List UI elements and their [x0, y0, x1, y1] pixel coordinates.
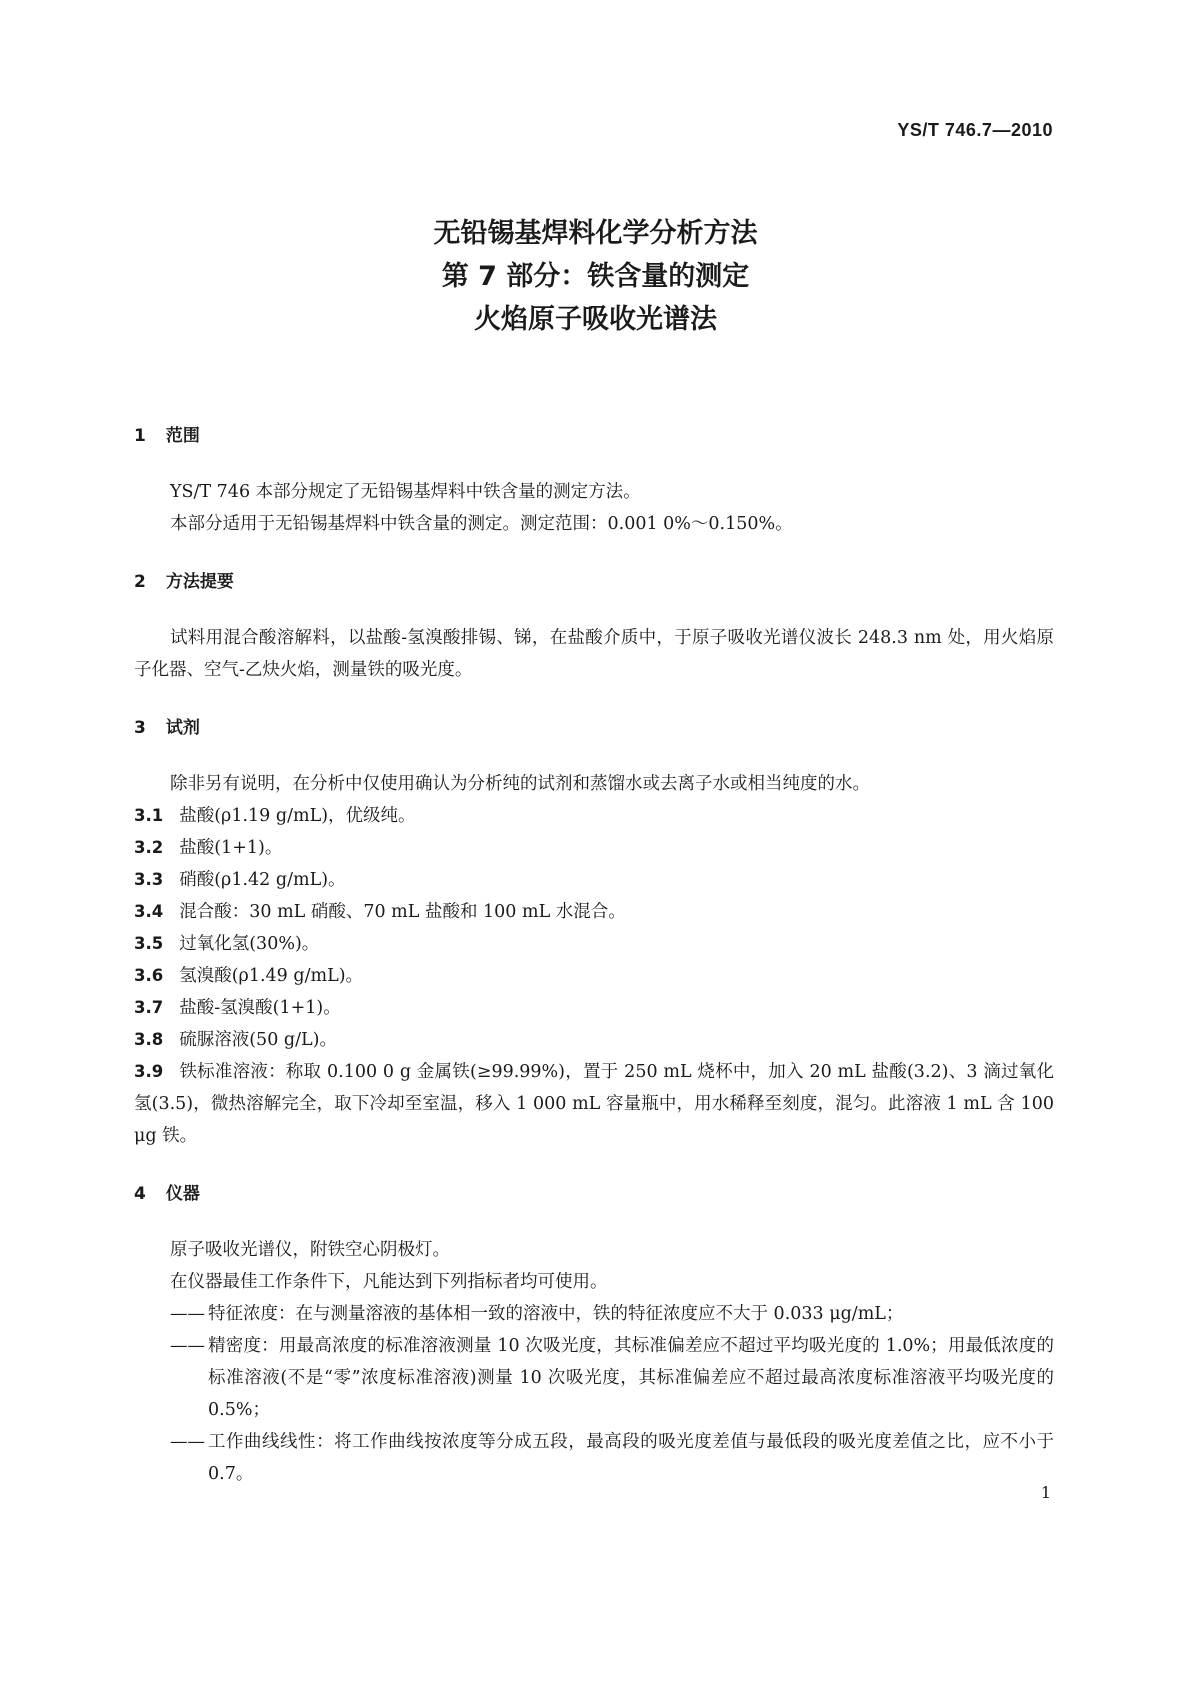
- dash-item-text: 特征浓度：在与测量溶液的基体相一致的溶液中，铁的特征浓度应不大于 0.033 μg/mL；: [208, 1304, 904, 1324]
- section-heading-apparatus: [134, 1178, 1054, 1210]
- item-text: 盐酸(1+1)。: [179, 838, 283, 858]
- list-item: [134, 960, 1054, 992]
- paragraph: 除非另有说明，在分析中仅使用确认为分析纯的试剂和蒸馏水或去离子水或相当纯度的水。: [170, 774, 870, 794]
- page-number: 1: [1040, 1483, 1051, 1502]
- section-title: 方法提要: [165, 572, 234, 592]
- title-line-3: 火焰原子吸收光谱法: [474, 304, 717, 335]
- section-heading-scope: [134, 420, 1054, 452]
- item-text: 铁标准溶液：称取 0.100 0 g 金属铁(≥99.99%)，置于 250 mL 烧杯中，加入 20 mL 盐酸(3.2)、3 滴过氧化氢(3.5)，微热溶解完全，取下冷却至室温，移入 1 000 mL 容量瓶中，用水稀释至刻度，混匀。此溶液 1 mL 含 100 μg 铁。: [134, 1062, 1054, 1146]
- dash-list-item: [170, 1330, 1054, 1426]
- dash-mark: ——: [170, 1336, 205, 1356]
- list-item: [134, 1056, 1054, 1152]
- list-item: [134, 832, 1054, 864]
- item-number: 3.8: [134, 1030, 164, 1049]
- dash-item-text: 精密度：用最高浓度的标准溶液测量 10 次吸光度，其标准偏差应不超过平均吸光度的 1.0%；用最低浓度的标准溶液(不是“零”浓度标准溶液)测量 10 次吸光度，其标准偏差应不超过最高浓度标准溶液平均吸光度的 0.5%；: [208, 1336, 1054, 1420]
- item-number: 3.2: [134, 838, 164, 857]
- dash-list-item: [170, 1298, 1054, 1330]
- dash-mark: ——: [170, 1304, 205, 1324]
- dash-mark: ——: [170, 1432, 205, 1452]
- item-text: 盐酸(ρ1.19 g/mL)，优级纯。: [179, 806, 416, 826]
- item-number: 3.3: [134, 870, 164, 889]
- section-title: 仪器: [165, 1184, 200, 1204]
- item-number: 3.6: [134, 966, 164, 985]
- section-heading-method: [134, 566, 1054, 598]
- section-number: 4: [134, 1184, 146, 1204]
- item-number: 3.1: [134, 806, 164, 825]
- section-number: 2: [134, 572, 146, 592]
- item-text: 硫脲溶液(50 g/L)。: [179, 1030, 337, 1050]
- section-number: 3: [134, 718, 146, 738]
- dash-item-text: 工作曲线线性：将工作曲线按浓度等分成五段，最高段的吸光度差值与最低段的吸光度差值之比，应不小于 0.7。: [208, 1432, 1054, 1484]
- item-number: 3.7: [134, 998, 164, 1017]
- document-body: [134, 420, 1054, 1490]
- item-text: 硝酸(ρ1.42 g/mL)。: [179, 870, 346, 890]
- title-line-1: 无铅锡基焊料化学分析方法: [433, 218, 758, 249]
- item-text: 氢溴酸(ρ1.49 g/mL)。: [179, 966, 364, 986]
- document-title: [0, 212, 1191, 341]
- section-title: 范围: [165, 426, 200, 446]
- paragraph: 在仪器最佳工作条件下，凡能达到下列指标者均可使用。: [170, 1272, 608, 1292]
- list-item: [134, 992, 1054, 1024]
- item-text: 过氧化氢(30%)。: [179, 934, 320, 954]
- paragraph: 试料用混合酸溶解料，以盐酸-氢溴酸排锡、锑，在盐酸介质中，于原子吸收光谱仪波长 248.3 nm 处，用火焰原子化器、空气-乙炔火焰，测量铁的吸光度。: [134, 628, 1054, 680]
- section-heading-reagents: [134, 712, 1054, 744]
- list-item: [134, 928, 1054, 960]
- item-number: 3.5: [134, 934, 164, 953]
- list-item: [134, 864, 1054, 896]
- item-text: 盐酸-氢溴酸(1+1)。: [179, 998, 341, 1018]
- title-line-2: 第 7 部分：铁含量的测定: [441, 261, 750, 292]
- list-item: [134, 1024, 1054, 1056]
- paragraph: 本部分适用于无铅锡基焊料中铁含量的测定。测定范围：0.001 0%～0.150%。: [170, 514, 793, 534]
- dash-list-item: [170, 1426, 1054, 1490]
- section-number: 1: [134, 426, 146, 446]
- list-item: [134, 896, 1054, 928]
- list-item: [134, 800, 1054, 832]
- section-title: 试剂: [165, 718, 200, 738]
- paragraph: 原子吸收光谱仪，附铁空心阴极灯。: [170, 1240, 450, 1260]
- standard-code: YS/T 746.7—2010: [897, 120, 1053, 140]
- item-number: 3.4: [134, 902, 164, 921]
- item-number: 3.9: [134, 1062, 164, 1081]
- item-text: 混合酸：30 mL 硝酸、70 mL 盐酸和 100 mL 水混合。: [179, 902, 626, 922]
- paragraph: YS/T 746 本部分规定了无铅锡基焊料中铁含量的测定方法。: [170, 482, 641, 502]
